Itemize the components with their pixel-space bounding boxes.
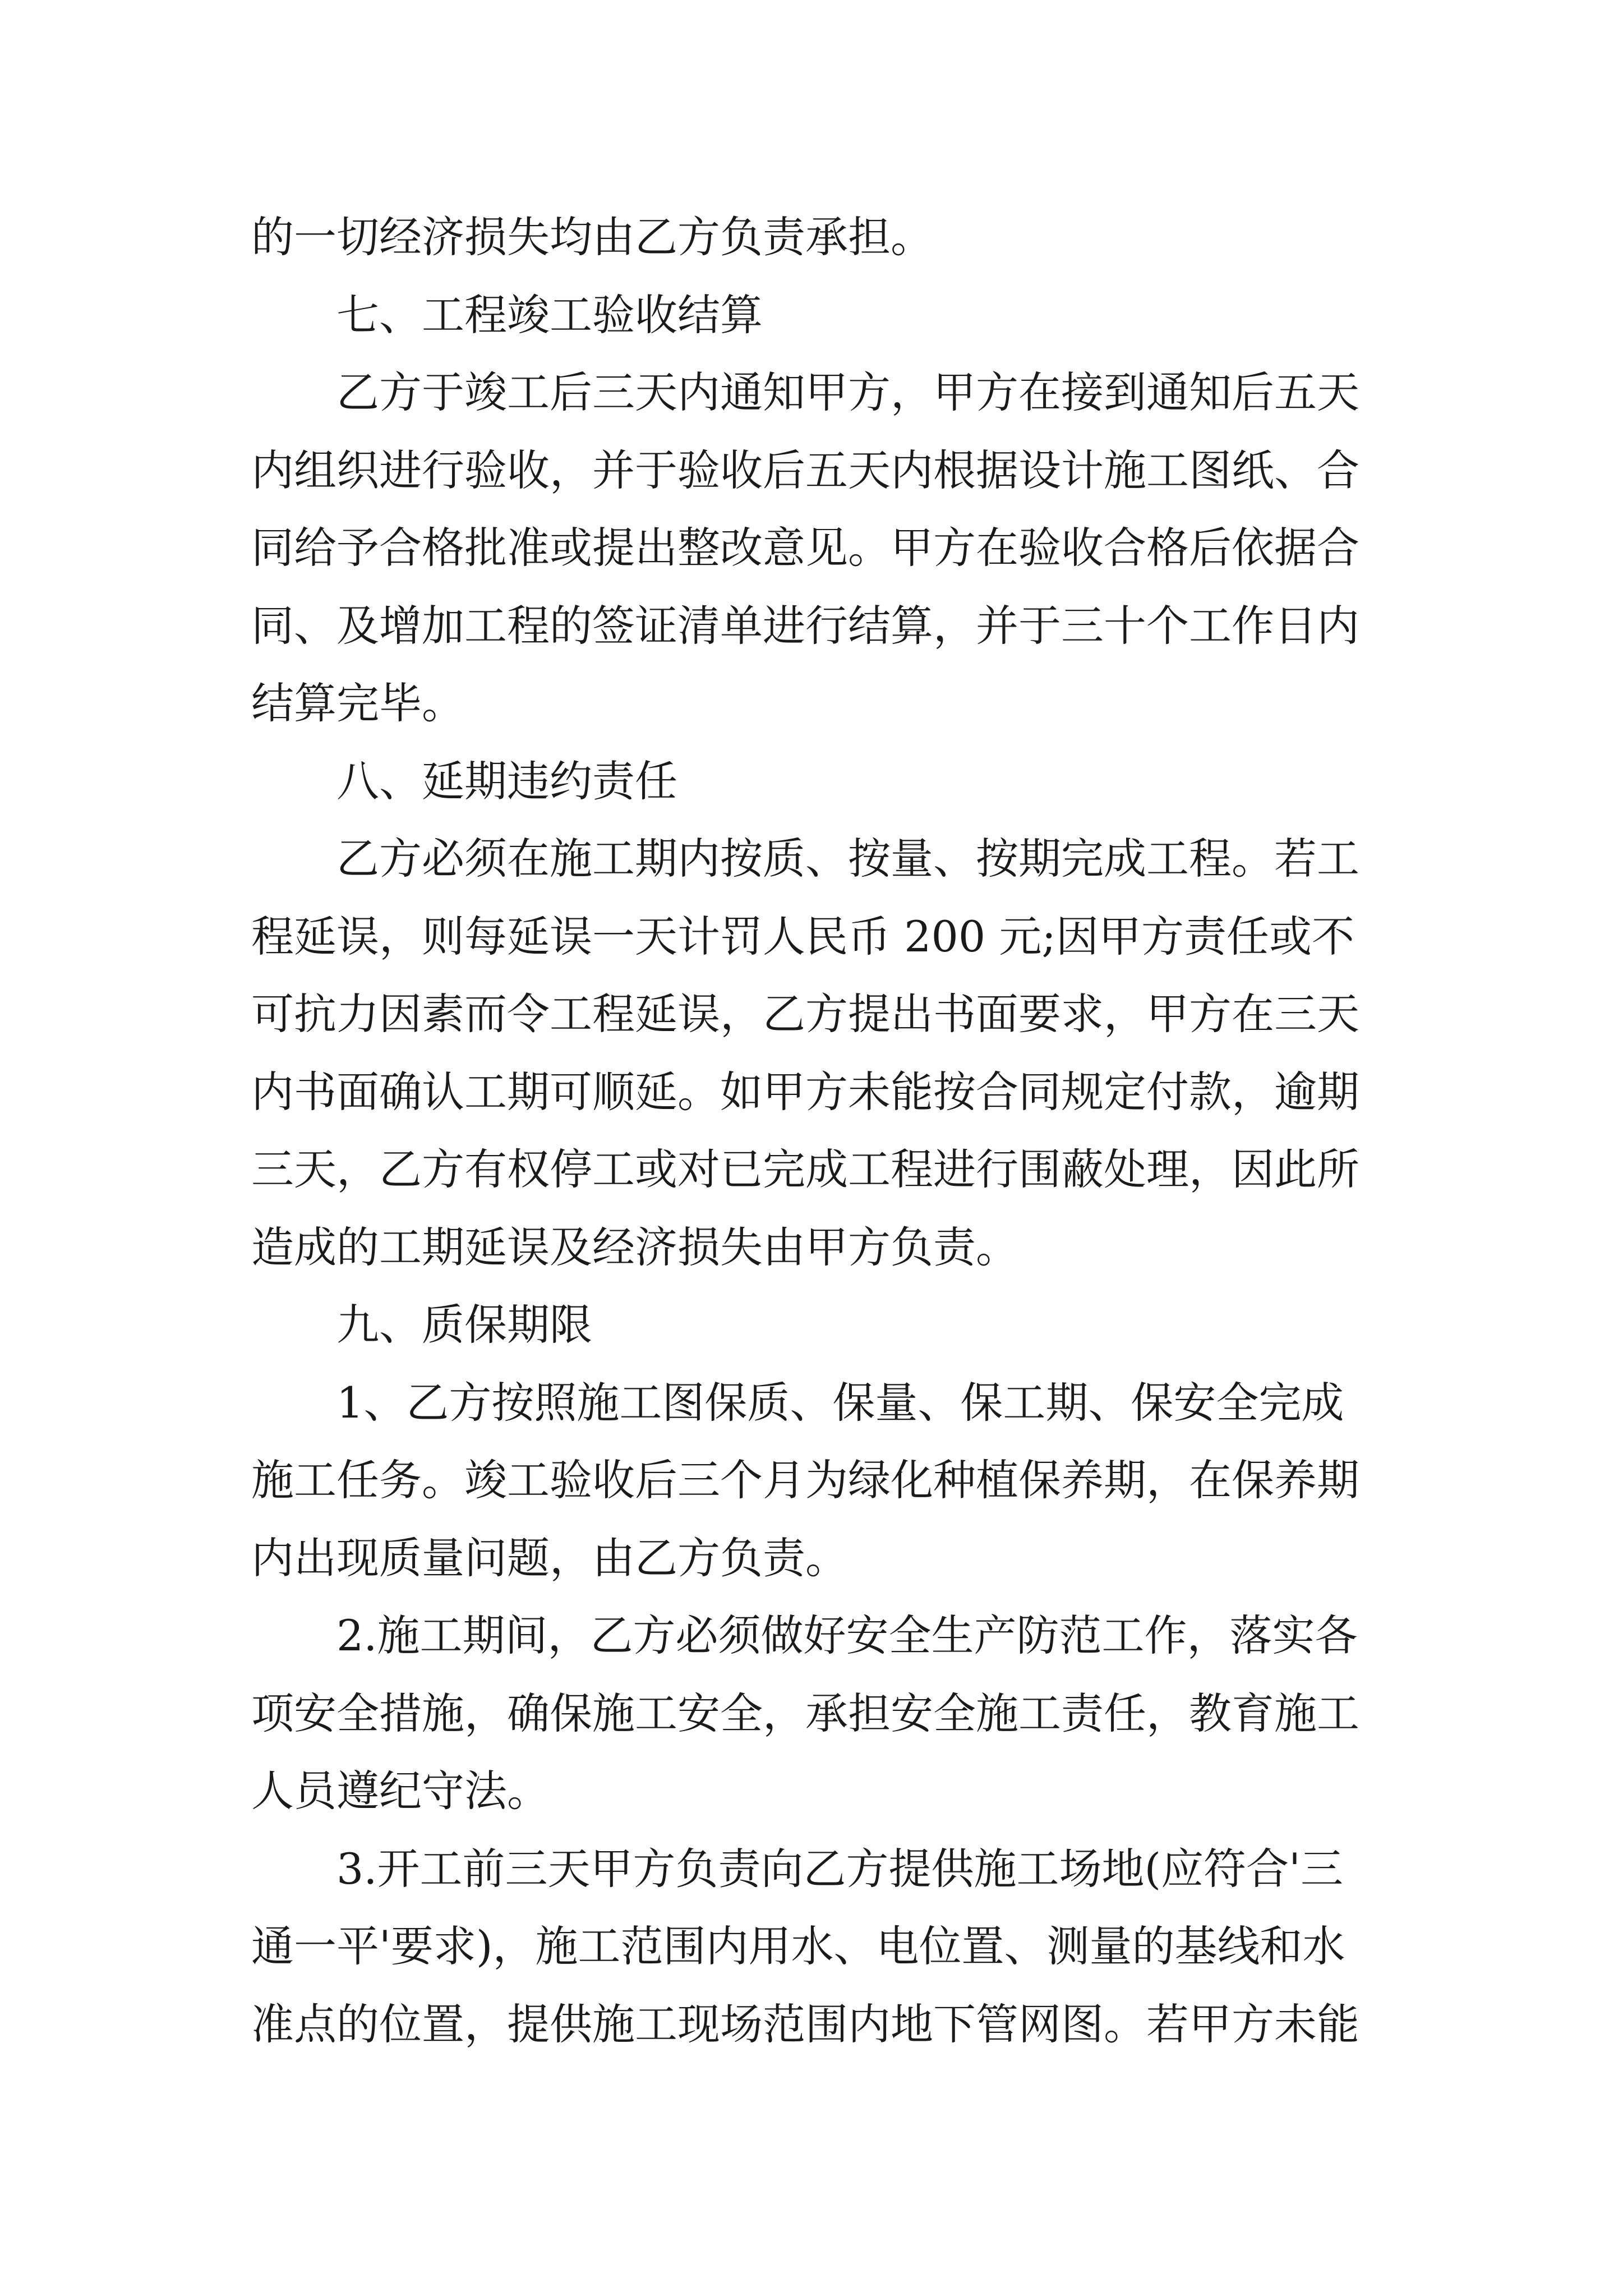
text-line: 同给予合格批准或提出整改意见。甲方在验收合格后依据合 (251, 523, 1359, 573)
section-heading-8: 八、延期违约责任 (336, 756, 677, 806)
text-line: 内出现质量问题，由乙方负责。 (251, 1533, 848, 1583)
text-line: 施工任务。竣工验收后三个月为绿化种植保养期，在保养期 (251, 1455, 1359, 1505)
text-line: 1、乙方按照施工图保质、保量、保工期、保安全完成 (336, 1377, 1344, 1428)
section-heading-7: 七、工程竣工验收结算 (336, 289, 763, 340)
text-line: 乙方于竣工后三天内通知甲方，甲方在接到通知后五天 (336, 367, 1359, 417)
text-line: 准点的位置，提供施工现场范围内地下管网图。若甲方未能 (251, 1999, 1359, 2049)
text-line: 3.开工前三天甲方负责向乙方提供施工场地(应符合'三 (336, 1843, 1344, 1894)
text-line: 人员遵纪守法。 (251, 1766, 550, 1816)
text-line: 三天，乙方有权停工或对已完成工程进行围蔽处理，因此所 (251, 1144, 1359, 1194)
text-line: 2.施工期间，乙方必须做好安全生产防范工作，落实各 (336, 1611, 1358, 1660)
text-line: 程延误，则每延误一天计罚人民币 200 元;因甲方责任或不 (251, 911, 1354, 961)
text-line: 的一切经济损失均由乙方负责承担。 (251, 212, 933, 262)
text-line: 内书面确认工期可顺延。如甲方未能按合同规定付款，逾期 (251, 1066, 1359, 1117)
text-line: 造成的工期延误及经济损失由甲方负责。 (251, 1222, 1018, 1272)
text-line: 乙方必须在施工期内按质、按量、按期完成工程。若工 (336, 834, 1359, 884)
section-heading-9: 九、质保期限 (336, 1300, 592, 1350)
text-line: 通一平'要求)，施工范围内用水、电位置、测量的基线和水 (251, 1921, 1345, 1971)
text-line: 结算完毕。 (251, 678, 464, 728)
text-line: 内组织进行验收，并于验收后五天内根据设计施工图纸、合 (251, 445, 1359, 495)
document-body (251, 199, 1384, 2063)
text-line: 项安全措施，确保施工安全，承担安全施工责任，教育施工 (251, 1688, 1359, 1738)
text-line: 可抗力因素而令工程延误，乙方提出书面要求，甲方在三天 (251, 989, 1359, 1039)
text-line: 同、及增加工程的签证清单进行结算，并于三十个工作日内 (251, 600, 1359, 651)
